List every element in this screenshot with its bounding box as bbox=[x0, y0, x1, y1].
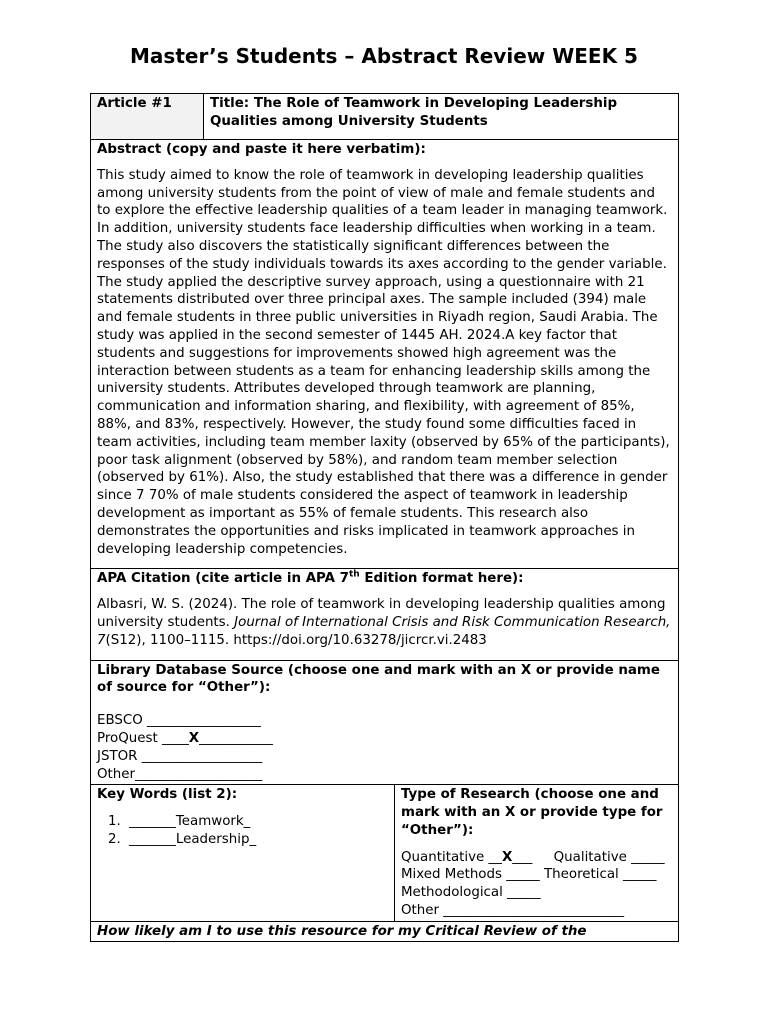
apa-citation: Albasri, W. S. (2024). The role of teamwork in developing leadership qualities among university students. Journal of International Crisis and Risk Communication Research, 7(S12), 1100–1115. https://doi.org/10.63278/jicrcr.vi.2483 bbox=[97, 597, 671, 648]
abstract-cell bbox=[91, 140, 679, 569]
article-title-cell bbox=[204, 94, 679, 140]
source-jstor[interactable]: JSTOR __________________ bbox=[97, 748, 263, 764]
abstract-text: This study aimed to know the role of teamwork in developing leadership qualities among university students from the point of view of male and female students and to explore the effective leadership qualities of a team leader in managing teamwork. In addition, university students face leadership difficulties when working in a team. The study also discovers the statistically significant differences between the responses of the study individuals towards its axes according to the gender variable. The study applied the descriptive survey approach, using a questionnaire with 21 statements distributed over three principal axes. The sample included (394) male and female students in three public universities in Riyadh region, Saudi Arabia. The study was applied in the second semester of 1445 AH. 2024.A key factor that students and suggestions for improvements showed high agreement was the interaction between students as a team for enhancing leadership skills among the university students. Attributes developed through teamwork are planning, communication and information sharing, and flexibility, with agreement of 85%, 88%, and 83%, respectively. However, the study found some difficulties faced in team activities, including team member laxity (observed by 65% of the participants), poor task alignment (observed by 58%), and random team member selection (observed by 61%). Also, the study established that there was a difference in gender since 7 70% of male students considered the aspect of teamwork in leadership development as important as 55% of female students. This research also demonstrates the opportunities and risks implicated in teamwork approaches in developing leadership competencies. bbox=[97, 167, 670, 557]
research-type-line-mixed[interactable]: Mixed Methods _____ Theoretical _____ bbox=[401, 867, 657, 883]
page-title: Master’s Students – Abstract Review WEEK 5 bbox=[130, 44, 638, 68]
source-other[interactable]: Other___________________ bbox=[97, 766, 263, 782]
usage-question: How likely am I to use this resource for my Critical Review of the bbox=[97, 923, 587, 939]
keyword-item[interactable]: 2. _______Leadership_ bbox=[125, 831, 388, 849]
keywords-cell bbox=[91, 785, 395, 922]
source-ebsco[interactable]: EBSCO _________________ bbox=[97, 713, 261, 729]
journal-name: Journal of International Crisis and Risk Communication Research, 7 bbox=[97, 614, 671, 648]
keyword-item[interactable]: 1. _______Teamwork_ bbox=[125, 813, 388, 831]
article-number-cell bbox=[91, 94, 204, 140]
keywords-research-row bbox=[91, 785, 679, 922]
library-row bbox=[91, 660, 679, 785]
library-cell bbox=[91, 660, 679, 785]
apa-heading: APA Citation (cite article in APA 7th Edition format here): bbox=[97, 569, 524, 587]
article-number: Article #1 bbox=[97, 96, 172, 111]
keywords-list bbox=[97, 813, 388, 849]
research-type-line-other[interactable]: Other ___________________________ bbox=[401, 903, 625, 919]
research-type-heading: Type of Research (choose one and mark with an X or provide type for “Other”): bbox=[401, 787, 663, 838]
research-type-cell bbox=[395, 785, 679, 922]
footer-cell bbox=[91, 921, 679, 941]
research-type-line-methodological[interactable]: Methodological _____ bbox=[401, 885, 541, 901]
article-title: Title: The Role of Teamwork in Developing Leadership Qualities among University Students bbox=[210, 96, 618, 129]
proquest-mark: X bbox=[188, 730, 200, 746]
source-proquest[interactable]: ProQuest ____X___________ bbox=[97, 730, 273, 746]
abstract-heading: Abstract (copy and paste it here verbatim): bbox=[97, 142, 426, 157]
quantitative-mark: X bbox=[501, 849, 513, 865]
abstract-review-form bbox=[90, 93, 679, 942]
footer-row bbox=[91, 921, 679, 941]
abstract-row bbox=[91, 140, 679, 569]
article-row bbox=[91, 94, 679, 140]
research-type-options bbox=[401, 849, 672, 920]
apa-cell bbox=[91, 569, 679, 660]
apa-row bbox=[91, 569, 679, 660]
keywords-heading: Key Words (list 2): bbox=[97, 787, 238, 803]
library-source-list bbox=[97, 712, 672, 783]
research-type-line-quantitative[interactable]: Quantitative __X___ Qualitative _____ bbox=[401, 849, 665, 865]
library-heading: Library Database Source (choose one and mark with an X or provide name of source for “Other”): bbox=[97, 662, 660, 696]
